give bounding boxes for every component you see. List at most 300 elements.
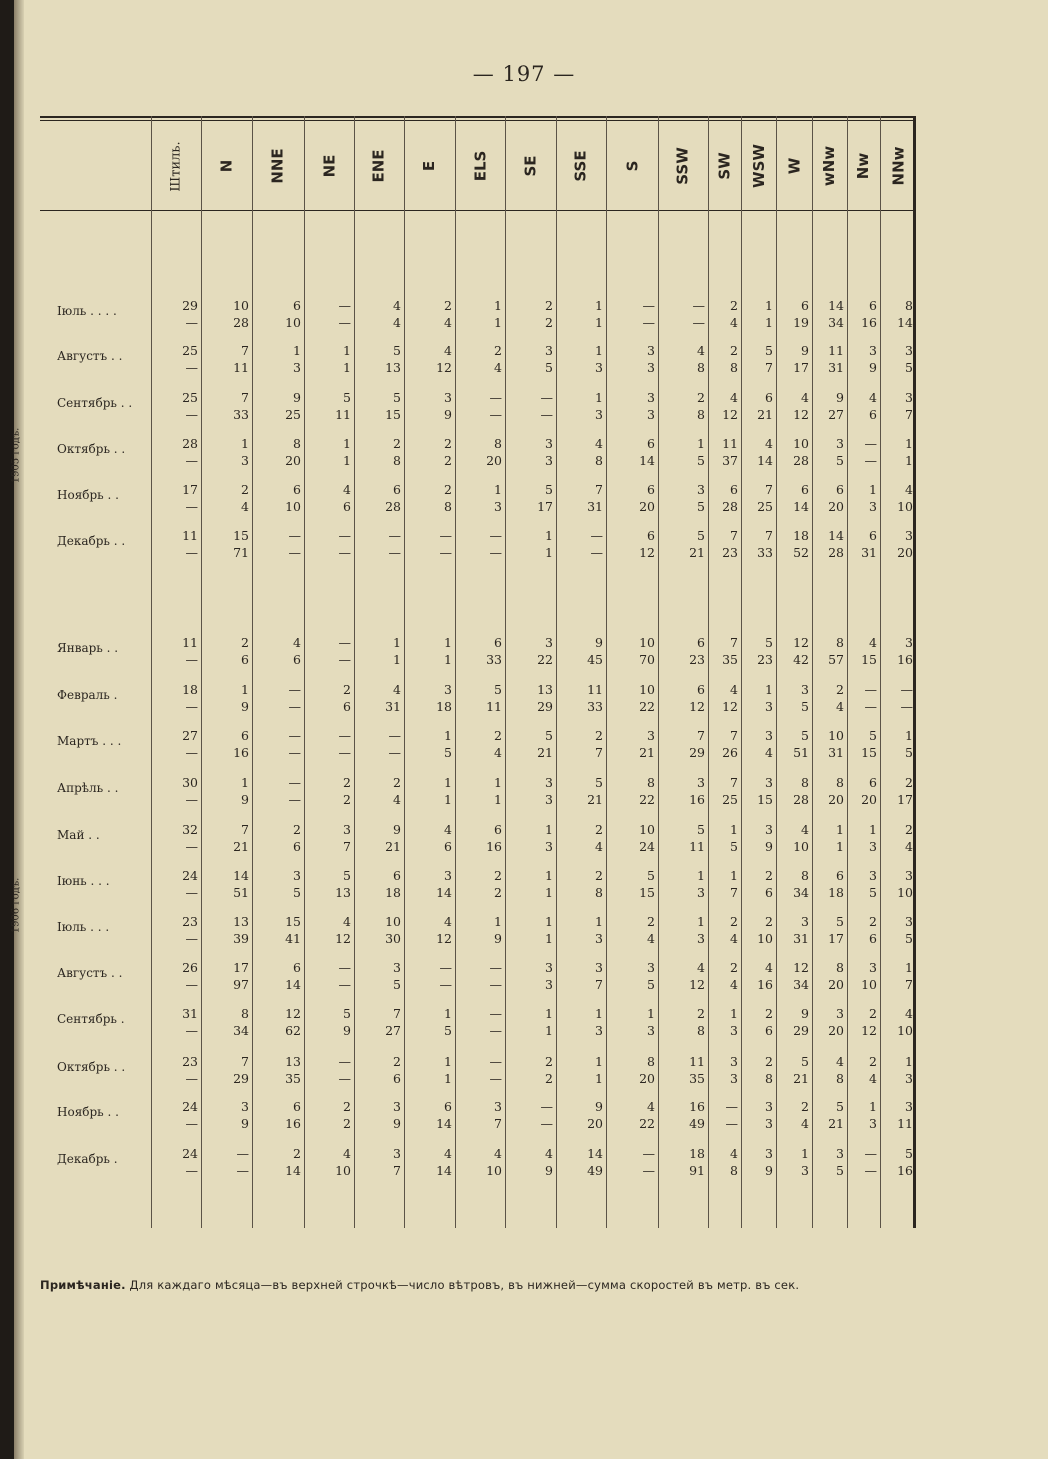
column-header: WSW	[749, 144, 768, 188]
table-cell: 19	[793, 315, 809, 330]
table-cell: 13	[335, 885, 351, 900]
column-header: E	[420, 160, 439, 172]
table-cell: —	[540, 1116, 553, 1131]
table-cell: 1	[545, 868, 553, 883]
table-cell: 4	[697, 343, 705, 358]
table-cell: 2	[494, 868, 502, 883]
table-cell: 7	[494, 1116, 502, 1131]
table-cell: 28	[722, 499, 738, 514]
table-cell: 6	[293, 652, 301, 667]
table-cell: 14	[436, 1116, 452, 1131]
table-cell: 3	[765, 1099, 773, 1114]
table-cell: 10	[897, 499, 913, 514]
table-cell: 25	[182, 390, 198, 405]
table-cell: 1	[444, 1071, 452, 1086]
table-cell: 4	[647, 931, 655, 946]
table-cell: 21	[828, 1116, 844, 1131]
table-cell: 31	[182, 1006, 198, 1021]
table-cell: —	[185, 652, 198, 667]
table-cell: 3	[647, 960, 655, 975]
table-cell: 52	[793, 545, 809, 560]
table-cell: 6	[765, 390, 773, 405]
table-cell: 11	[897, 1116, 913, 1131]
table-cell: 34	[233, 1023, 249, 1038]
table-cell: 4	[494, 745, 502, 760]
column-header: NNw	[889, 146, 907, 186]
table-cell: 1	[905, 960, 913, 975]
table-cell: —	[489, 1071, 502, 1086]
table-cell: 2	[343, 1116, 351, 1131]
table-cell: 25	[722, 792, 738, 807]
table-cell: 3	[647, 728, 655, 743]
table-cell: 2	[697, 1006, 705, 1021]
table-cell: 10	[639, 682, 655, 697]
column-header: W	[784, 157, 803, 175]
table-cell: 3	[869, 1116, 877, 1131]
table-cell: —	[338, 298, 351, 313]
table-cell: 8	[241, 1006, 249, 1021]
table-cell: 4	[869, 1071, 877, 1086]
table-cell: 51	[793, 745, 809, 760]
table-cell: 21	[537, 745, 553, 760]
table-cell: 1	[595, 1071, 603, 1086]
footnote	[40, 1278, 799, 1292]
table-cell: —	[338, 728, 351, 743]
table-cell: 1	[545, 545, 553, 560]
table-cell: 5	[905, 360, 913, 375]
table-cell: 12	[639, 545, 655, 560]
table-cell: 2	[293, 1146, 301, 1161]
table-cell: 1	[730, 868, 738, 883]
table-cell: 23	[689, 652, 705, 667]
table-cell: 9	[241, 1116, 249, 1131]
table-cell: 7	[765, 360, 773, 375]
month-label: Ноябрь . .	[57, 488, 119, 502]
table-cell: 31	[828, 360, 844, 375]
table-cell: 26	[722, 745, 738, 760]
table-cell: 5	[595, 775, 603, 790]
table-cell: —	[185, 699, 198, 714]
table-cell: 10	[285, 499, 301, 514]
table-cell: —	[185, 792, 198, 807]
table-cell: 20	[897, 545, 913, 560]
table-cell: 1	[765, 315, 773, 330]
table-cell: 8	[836, 635, 844, 650]
table-cell: 1	[494, 792, 502, 807]
table-cell: 20	[285, 453, 301, 468]
table-cell: 4	[595, 839, 603, 854]
table-cell: —	[288, 745, 301, 760]
table-cell: 3	[444, 682, 452, 697]
table-cell: 1	[494, 914, 502, 929]
table-cell: 8	[444, 499, 452, 514]
table-cell: 3	[343, 822, 351, 837]
table-cell: 7	[765, 528, 773, 543]
table-cell: 51	[233, 885, 249, 900]
table-cell: 5	[444, 745, 452, 760]
table-cell: 2	[730, 298, 738, 313]
table-cell: 4	[293, 635, 301, 650]
table-cell: 17	[828, 931, 844, 946]
table-cell: —	[288, 775, 301, 790]
table-cell: 31	[828, 745, 844, 760]
table-cell: 3	[765, 1116, 773, 1131]
table-cell: 28	[828, 545, 844, 560]
table-cell: 29	[537, 699, 553, 714]
month-label: Іюль . . .	[57, 920, 110, 934]
table-cell: 1	[697, 436, 705, 451]
column-rule	[201, 116, 202, 1228]
table-cell: 1	[697, 914, 705, 929]
table-cell: 1	[343, 360, 351, 375]
table-cell: 4	[765, 745, 773, 760]
table-cell: 4	[241, 499, 249, 514]
table-cell: —	[388, 745, 401, 760]
table-cell: 9	[869, 360, 877, 375]
table-cell: —	[338, 1071, 351, 1086]
table-cell: 8	[697, 360, 705, 375]
table-cell: —	[489, 1023, 502, 1038]
table-cell: 6	[836, 482, 844, 497]
month-label: Февраль .	[57, 688, 118, 702]
table-cell: 1	[595, 298, 603, 313]
table-cell: 5	[393, 343, 401, 358]
table-cell: —	[489, 1054, 502, 1069]
table-cell: 4	[393, 298, 401, 313]
table-cell: 2	[765, 868, 773, 883]
table-cell: 11	[689, 839, 705, 854]
table-cell: 3	[494, 1099, 502, 1114]
table-cell: 7	[905, 977, 913, 992]
table-cell: 1	[545, 885, 553, 900]
table-cell: 3	[697, 775, 705, 790]
table-cell: 14	[285, 1163, 301, 1178]
table-cell: 1	[343, 436, 351, 451]
table-cell: 1	[393, 652, 401, 667]
table-cell: 3	[869, 839, 877, 854]
table-cell: 1	[869, 1099, 877, 1114]
table-cell: 11	[486, 699, 502, 714]
table-cell: 8	[393, 453, 401, 468]
table-cell: 2	[869, 1006, 877, 1021]
month-label: Іюль . . . .	[57, 304, 117, 318]
table-cell: 10	[793, 436, 809, 451]
table-cell: 27	[385, 1023, 401, 1038]
column-rule	[304, 116, 305, 1228]
table-cell: 5	[545, 728, 553, 743]
table-cell: 1	[241, 436, 249, 451]
column-header: S	[623, 160, 641, 172]
table-cell: 4	[697, 960, 705, 975]
column-header: ENE	[369, 149, 388, 183]
table-cell: 12	[436, 360, 452, 375]
table-cell: 5	[545, 360, 553, 375]
table-cell: 71	[233, 545, 249, 560]
table-cell: 1	[869, 822, 877, 837]
table-cell: —	[288, 728, 301, 743]
table-cell: —	[489, 528, 502, 543]
table-cell: 3	[765, 822, 773, 837]
table-cell: 2	[545, 315, 553, 330]
table-cell: 5	[697, 528, 705, 543]
table-cell: 39	[233, 931, 249, 946]
table-cell: 28	[793, 792, 809, 807]
table-cell: 23	[722, 545, 738, 560]
table-cell: 10	[385, 914, 401, 929]
month-label: Ноябрь . .	[57, 1105, 119, 1119]
table-top-rule	[40, 116, 916, 118]
table-cell: 6	[343, 499, 351, 514]
table-cell: 10	[757, 931, 773, 946]
table-cell: 6	[869, 298, 877, 313]
month-label: Октябрь . .	[57, 442, 126, 456]
table-cell: 8	[647, 775, 655, 790]
table-cell: 10	[897, 1023, 913, 1038]
table-cell: 2	[241, 635, 249, 650]
table-cell: 21	[587, 792, 603, 807]
table-cell: 4	[444, 822, 452, 837]
table-cell: 34	[793, 885, 809, 900]
table-cell: 97	[233, 977, 249, 992]
table-cell: 3	[545, 635, 553, 650]
table-cell: 8	[801, 775, 809, 790]
table-cell: —	[338, 745, 351, 760]
table-cell: 28	[182, 436, 198, 451]
table-cell: 14	[436, 1163, 452, 1178]
table-cell: —	[864, 1146, 877, 1161]
table-cell: —	[388, 528, 401, 543]
table-cell: 1	[765, 298, 773, 313]
table-cell: 1	[905, 453, 913, 468]
table-cell: 2	[293, 822, 301, 837]
table-cell: 7	[343, 839, 351, 854]
table-cell: 18	[689, 1146, 705, 1161]
table-cell: 3	[697, 931, 705, 946]
table-cell: 70	[639, 652, 655, 667]
table-cell: —	[388, 728, 401, 743]
table-cell: —	[338, 635, 351, 650]
page-gutter	[14, 0, 24, 1459]
table-cell: 6	[869, 931, 877, 946]
table-cell: 31	[385, 699, 401, 714]
table-cell: 1	[595, 390, 603, 405]
table-cell: 30	[385, 931, 401, 946]
table-cell: 2	[595, 822, 603, 837]
table-cell: 8	[836, 1071, 844, 1086]
table-cell: 11	[335, 407, 351, 422]
table-cell: 10	[233, 298, 249, 313]
month-label: Январь . .	[57, 641, 119, 655]
table-cell: 3	[801, 682, 809, 697]
table-cell: 22	[537, 652, 553, 667]
table-cell: 16	[689, 792, 705, 807]
table-cell: 14	[828, 298, 844, 313]
table-cell: 7	[905, 407, 913, 422]
table-cell: 5	[869, 728, 877, 743]
table-cell: 20	[587, 1116, 603, 1131]
column-rule	[606, 116, 607, 1228]
table-cell: —	[725, 1099, 738, 1114]
table-cell: 4	[393, 792, 401, 807]
table-cell: —	[338, 315, 351, 330]
table-cell: 6	[801, 482, 809, 497]
table-cell: 3	[697, 885, 705, 900]
table-cell: 10	[285, 315, 301, 330]
table-cell: 15	[639, 885, 655, 900]
table-cell: 1	[905, 1054, 913, 1069]
table-cell: —	[489, 960, 502, 975]
table-cell: 5	[697, 499, 705, 514]
table-cell: —	[489, 407, 502, 422]
month-label: Августъ . .	[57, 349, 123, 363]
table-cell: 4	[869, 635, 877, 650]
table-header-rule	[40, 210, 916, 211]
table-cell: 31	[587, 499, 603, 514]
table-cell: 5	[697, 453, 705, 468]
table-cell: 3	[765, 775, 773, 790]
table-top-rule-thin	[40, 120, 916, 121]
table-cell: —	[338, 528, 351, 543]
table-cell: 1	[595, 315, 603, 330]
table-cell: 3	[647, 407, 655, 422]
table-cell: 24	[182, 1146, 198, 1161]
table-cell: 8	[836, 775, 844, 790]
table-cell: 3	[595, 407, 603, 422]
table-cell: 4	[905, 482, 913, 497]
table-cell: 5	[905, 931, 913, 946]
table-cell: —	[338, 960, 351, 975]
table-cell: 6	[293, 839, 301, 854]
table-cell: —	[236, 1146, 249, 1161]
table-cell: 5	[343, 1006, 351, 1021]
table-cell: 28	[793, 453, 809, 468]
table-cell: 10	[335, 1163, 351, 1178]
table-cell: 12	[793, 960, 809, 975]
column-rule	[556, 116, 557, 1228]
table-cell: 21	[793, 1071, 809, 1086]
table-cell: 3	[869, 960, 877, 975]
table-cell: 2	[730, 914, 738, 929]
table-cell: 5	[836, 1099, 844, 1114]
month-label: Мартъ . . .	[57, 734, 122, 748]
table-cell: 2	[241, 482, 249, 497]
table-cell: 32	[182, 822, 198, 837]
table-cell: 2	[869, 1054, 877, 1069]
table-cell: 2	[801, 1099, 809, 1114]
table-cell: 2	[494, 343, 502, 358]
table-cell: 11	[182, 635, 198, 650]
table-cell: 27	[182, 728, 198, 743]
table-cell: 1	[393, 635, 401, 650]
table-cell: 7	[393, 1163, 401, 1178]
table-cell: —	[489, 390, 502, 405]
table-cell: 5	[836, 1163, 844, 1178]
table-cell: 1	[444, 1054, 452, 1069]
table-cell: 7	[595, 745, 603, 760]
table-cell: 2	[444, 436, 452, 451]
table-cell: 21	[385, 839, 401, 854]
table-cell: 5	[393, 977, 401, 992]
table-cell: 2	[595, 728, 603, 743]
table-cell: 3	[545, 960, 553, 975]
table-cell: 5	[836, 453, 844, 468]
table-cell: —	[439, 528, 452, 543]
table-cell: 5	[393, 390, 401, 405]
table-cell: 1	[444, 775, 452, 790]
table-cell: 23	[757, 652, 773, 667]
table-cell: 45	[587, 652, 603, 667]
table-cell: 35	[689, 1071, 705, 1086]
table-cell: 3	[545, 343, 553, 358]
table-cell: 1	[494, 775, 502, 790]
table-cell: 8	[730, 1163, 738, 1178]
table-cell: 3	[905, 914, 913, 929]
table-cell: 9	[801, 343, 809, 358]
table-cell: 6	[869, 407, 877, 422]
table-cell: 9	[241, 792, 249, 807]
table-cell: 4	[647, 1099, 655, 1114]
table-cell: 7	[393, 1006, 401, 1021]
table-cell: 2	[545, 1054, 553, 1069]
table-cell: 1	[905, 728, 913, 743]
table-cell: —	[236, 1163, 249, 1178]
table-cell: 2	[836, 682, 844, 697]
table-cell: 9	[765, 1163, 773, 1178]
table-cell: 9	[836, 390, 844, 405]
table-cell: 3	[647, 343, 655, 358]
table-cell: 8	[494, 436, 502, 451]
table-cell: 4	[393, 315, 401, 330]
table-cell: 7	[241, 822, 249, 837]
table-cell: 4	[801, 822, 809, 837]
table-cell: 1	[595, 343, 603, 358]
table-cell: 14	[757, 453, 773, 468]
table-cell: —	[540, 407, 553, 422]
table-cell: 3	[595, 1023, 603, 1038]
table-cell: 17	[793, 360, 809, 375]
table-cell: 7	[730, 635, 738, 650]
table-cell: 27	[828, 407, 844, 422]
table-cell: 1	[836, 822, 844, 837]
table-cell: 4	[765, 960, 773, 975]
table-cell: 10	[639, 635, 655, 650]
table-cell: 4	[869, 390, 877, 405]
table-cell: 1	[494, 315, 502, 330]
table-cell: —	[185, 1071, 198, 1086]
table-cell: 15	[385, 407, 401, 422]
table-cell: 1	[905, 436, 913, 451]
table-cell: 21	[639, 745, 655, 760]
footnote-label: Примѣчаніе.	[40, 1278, 126, 1292]
table-cell: 37	[722, 453, 738, 468]
table-cell: 3	[545, 436, 553, 451]
table-cell: 2	[905, 775, 913, 790]
table-cell: 16	[897, 1163, 913, 1178]
table-cell: 9	[343, 1023, 351, 1038]
table-cell: 1	[343, 343, 351, 358]
table-cell: 11	[587, 682, 603, 697]
table-cell: 5	[647, 977, 655, 992]
table-cell: 6	[393, 1071, 401, 1086]
table-cell: 2	[444, 453, 452, 468]
table-cell: 2	[545, 1071, 553, 1086]
table-cell: 8	[905, 298, 913, 313]
table-cell: 24	[639, 839, 655, 854]
column-header: NNE	[268, 148, 287, 184]
table-cell: 1	[494, 482, 502, 497]
table-cell: 11	[689, 1054, 705, 1069]
table-cell: 14	[587, 1146, 603, 1161]
